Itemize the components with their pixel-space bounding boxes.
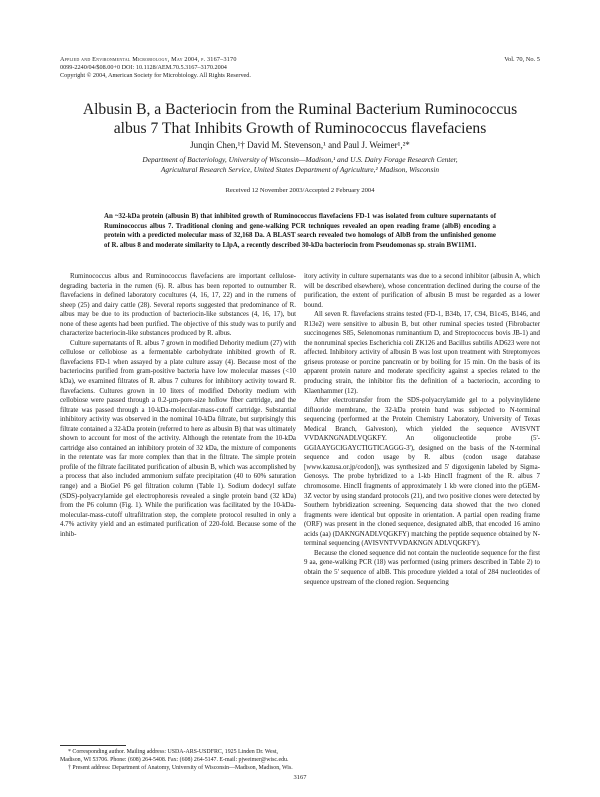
- paragraph: Culture supernatants of R. albus 7 grown in modified Dehority medium (27) with cellulose or cellobiose as a fermentable carbohydrate inhibited growth of R. flavefaciens FD-1 when assayed by a plate culture assay (4). Because most of the bacteriocins purified from gram-positive bacteria have low molecular masses (<10 kDa), we examined filtrates of R. albus 7 cultures for inhibitory activity toward R. flavefaciens. Cultures grown in 10 liters of modified Dehority medium with cellobiose were passed through a 0.2-µm-pore-size hollow fiber cartridge, and the filtrate was passed through a 10-kDa-molecular-mass-cutoff cartridge. Substantial inhibitory activity was observed in the nominal 10-kDa filtrate, but surprisingly this filtrate contained a 32-kDa protein (referred to here as albusin B) that was ultimately shown to account for most of the activity. Although the retentate from the 10-kDa cartridge also contained an inhibitory protein of 32 kDa, the mixture of components in the retentate was far more complex than that in the filtrate. The simple protein profile of the filtrate facilitated purification of albusin B, which was accomplished by a process that also included ammonium sulfate precipitation (40 to 60% saturation range) and a BioGel P6 gel filtration column (Table 1). Sodium dodecyl sulfate (SDS)-polyacrylamide gel electrophoresis revealed a single protein band (32 kDa) from the P6 column (Fig. 1). While the purification was facilitated by the 10-kDa-molecular-mass-cutoff ultrafiltration step, the complete protocol resulted in only a 4.7% activity yield and an estimated purification of 220-fold. Because some of the inhib-: [60, 339, 296, 538]
- copyright-line: Copyright © 2004, American Society for Microbiology. All Rights Reserved.: [60, 72, 251, 80]
- footnote-corresponding-author: * Corresponding author. Mailing address: USDA-ARS-USDFRC, 1925 Linden Dr. West, Madison, WI 53706. Phone: (608) 264-5408. Fax: (608) 264-5147. E-mail: pjweimer@wisc.edu.: [60, 749, 289, 763]
- paragraph: Ruminococcus albus and Ruminococcus flavefaciens are important cellulose-degrading bacteria in the rumen (6). R. albus has been reported to outnumber R. flavefaciens in defined laboratory cocultures (4, 16, 17, 22) and in the rumens of sheep (25) and dairy cattle (28). Several reports suggested that predominance of R. albus may be due to its production of bacteriocin-like substances (4, 16, 17), but none of these agents had been purified. The objective of this study was to purify and characterize bacteriocin-like substances produced by R. albus.: [60, 273, 296, 338]
- affiliation-line-1: Department of Bacteriology, University of Wisconsin—Madison,¹ and U.S. Dairy Forage Research Center,: [142, 155, 458, 164]
- page-number: 3167: [293, 774, 307, 781]
- received-dates: Received 12 November 2003/Accepted 2 February 2004: [225, 187, 375, 194]
- volume-issue: Vol. 70, No. 5: [504, 56, 540, 63]
- body-column-left: [60, 272, 296, 539]
- article-title: [60, 100, 540, 138]
- doi-line: 0099-2240/04/$08.00+0 DOI: 10.1128/AEM.70.5.3167–3170.2004: [60, 64, 227, 72]
- affiliations: [60, 155, 540, 174]
- paragraph: All seven R. flavefaciens strains tested (FD-1, B34b, 17, C94, B1c45, B146, and R13e2) were sensitive to albusin B, but other ruminal species tested (Fibrobacter succinogenes S85, Selenomonas ruminantium D, and Streptococcus bovis JB-1) and the nonruminal species Escherichia coli ZK126 and Bacillus subtilis AD623 were not affected. Inhibitory activity of albusin B was lost upon treatment with Streptomyces griseus protease or porcine pancreatin or by boiling for 15 min. On the basis of its apparent protein nature and moderate specificity against a species related to the producing strain, the inhibitor fits the definition of a bacteriocin, according to Klaenhammer (12).: [304, 311, 540, 395]
- abstract: An ~32-kDa protein (albusin B) that inhibited growth of Ruminococcus flavefaciens FD-1 was isolated from culture supernatants of Ruminococcus albus 7. Traditional cloning and gene-walking PCR techniques revealed an open reading frame (albB) encoding a protein with a predicted molecular mass of 32,168 Da. A BLAST search revealed two homologs of AlbB from the unfinished genome of R. albus 8 and moderate similarity to LlpA, a recently described 30-kDa bacteriocin from Pseudomonas sp. strain BW11M1.: [104, 213, 496, 249]
- paragraph: itory activity in culture supernatants was due to a second inhibitor (albusin A, which will be described elsewhere), whose concentration declined during the course of the purification, the extent of purification of albusin B must be regarded as a lower bound.: [304, 273, 540, 309]
- footnote-divider: [60, 745, 126, 746]
- affiliation-line-2: Agricultural Research Service, United States Department of Agriculture,² Madison, Wisconsin: [160, 164, 440, 174]
- paragraph: Because the cloned sequence did not contain the nucleotide sequence for the first 9 aa, gene-walking PCR (18) was performed (using primers described in Table 2) to obtain the 5' sequence of albB. This procedure yielded a total of 284 nucleotides of sequence upstream of the cloned region. Sequencing: [304, 549, 540, 586]
- running-header: [60, 56, 251, 81]
- footnote-present-address: † Present address: Department of Anatomy, University of Wisconsin—Madison, Madison, Wis.: [68, 764, 293, 771]
- title-line-1: Albusin B, a Bacteriocin from the Ruminal Bacterium Ruminococcus: [82, 101, 518, 118]
- paragraph: After electrotransfer from the SDS-polyacrylamide gel to a polyvinylidene difluoride membrane, the 32-kDa protein band was subjected to N-terminal sequencing (performed at the Protein Chemistry Laboratory, University of Texas Medical Branch, Galveston), which yielded the sequence AVISVNT VVDAKNGNADLVQGKFY. An oligonucleotide probe (5'-GGIAAYGCIGAYCTIGTICAGGG-3'), designed on the basis of the N-terminal sequence and codon usage by R. albus (codon usage database [www.kazusa.or.jp/codon]), was synthesized and 5' digoxigenin labeled by Sigma-Genosys. The probe hybridized to a 1-kb HincII fragment of the R. albus 7 chromosome. HincII fragments of approximately 1 kb were cloned into the pGEM-3Z vector by using standard protocols (21), and two positive clones were detected by Southern hybridization screening. Sequencing data showed that the two cloned fragments were identical but opposite in orientation. A partial open reading frame (ORF) was present in the cloned sequence, designated albB, that encoded 16 amino acids (aa) (DAKNGNADLVQGKFY) matching the peptide sequence obtained by N-terminal sequencing (AVISVNTVVDAKNGN ADLVQGKFY).: [304, 397, 540, 548]
- title-line-2: albus 7 That Inhibits Growth of Ruminococcus flavefaciens: [113, 120, 487, 137]
- journal-citation: Applied and Environmental Microbiology, May 2004, p. 3167–3170: [60, 56, 237, 63]
- author-list: Junqin Chen,¹† David M. Stevenson,¹ and Paul J. Weimer¹,²*: [190, 140, 410, 150]
- footnotes: [60, 749, 296, 772]
- body-column-right: [304, 272, 540, 587]
